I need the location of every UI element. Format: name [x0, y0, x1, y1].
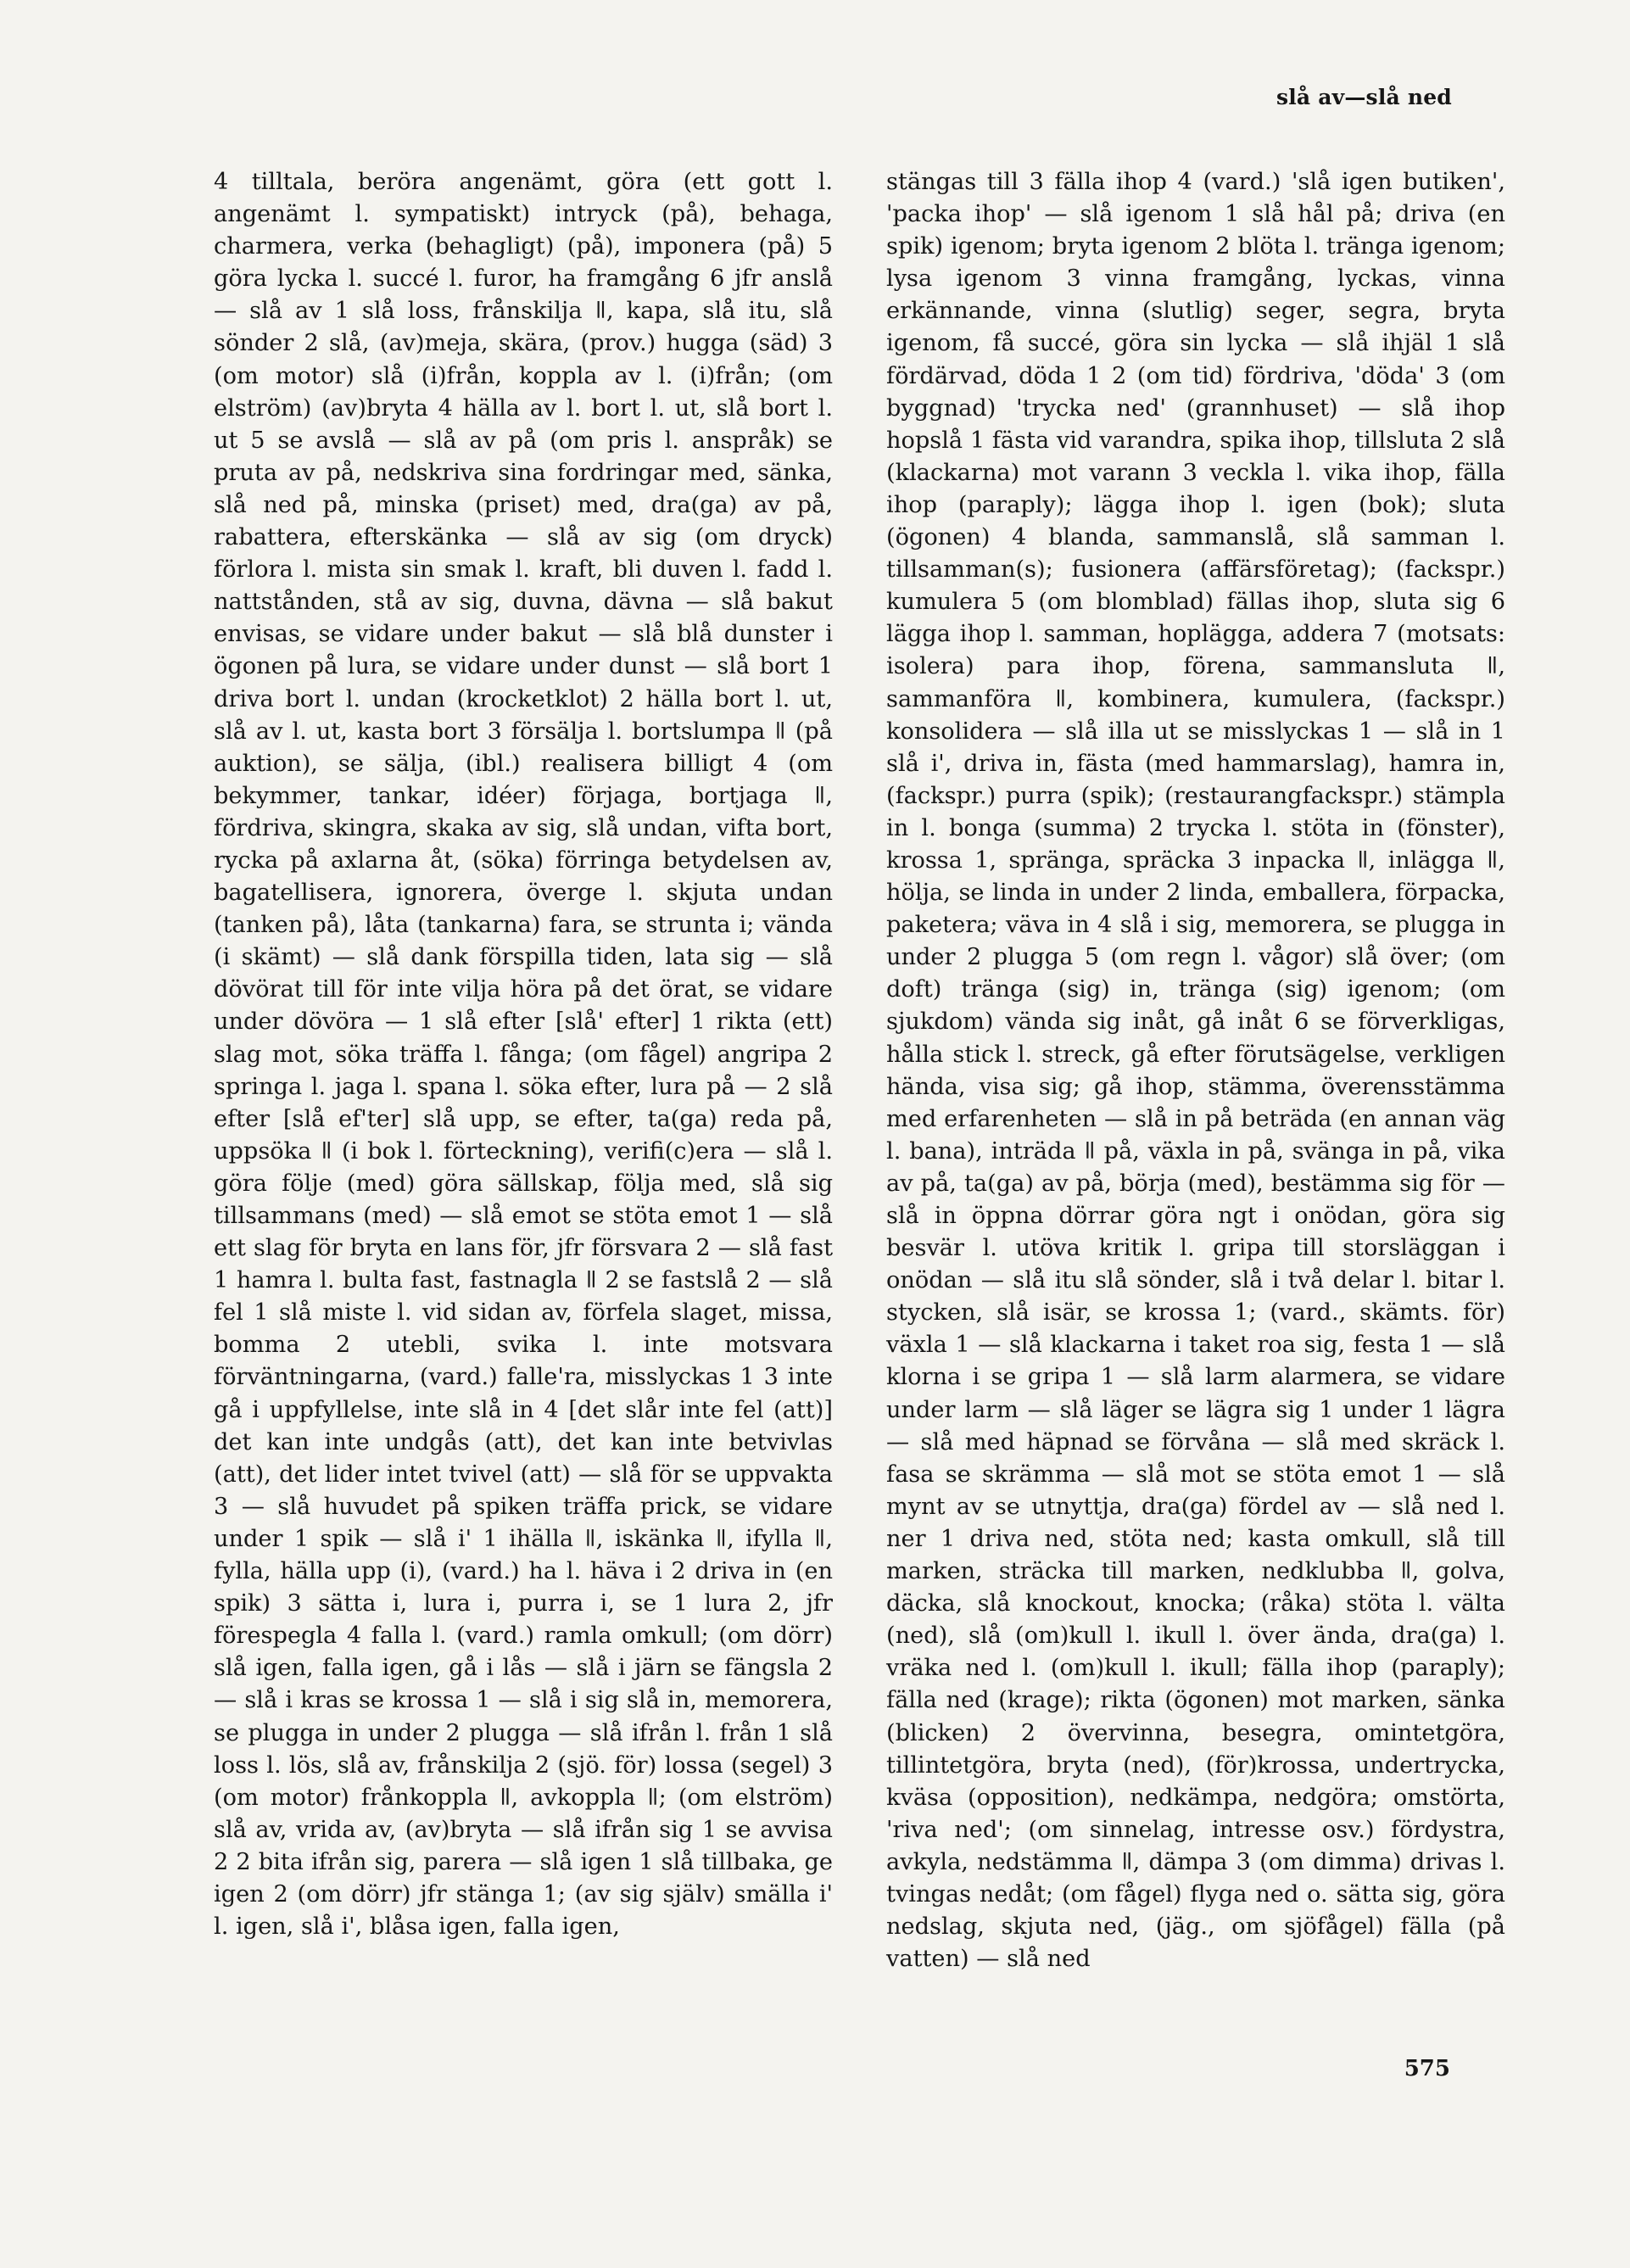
- left-column: [214, 166, 833, 1943]
- running-head: slå av—slå ned: [1276, 85, 1452, 109]
- page-number: 575: [1404, 2056, 1450, 2081]
- left-column-text: 4 tilltala, beröra angenämt, göra (ett gott l. angenämt l. sympatiskt) intryck (på), behaga, charmera, verka (behagligt) (på), imponera (på) 5 göra lycka l. succé l. furor, ha framgång 6 jfr anslå — slå av 1 slå loss, frånskilja ǁ, kapa, slå itu, slå sönder 2 slå, (av)meja, skära, (prov.) hugga (säd) 3 (om motor) slå (i)från, koppla av l. (i)från; (om elström) (av)bryta 4 hälla av l. bort l. ut, slå bort l. ut 5 se avslå — slå av på (om pris l. anspråk) se pruta av på, nedskriva sina fordringar med, sänka, slå ned på, minska (priset) med, dra(ga) av på, rabattera, efterskänka — slå av sig (om dryck) förlora l. mista sin smak l. kraft, bli duven l. fadd l. nattstånden, stå av sig, duvna, dävna — slå bakut envisas, se vidare under bakut — slå blå dunster i ögonen på lura, se vidare under dunst — slå bort 1 driva bort l. undan (krocketklot) 2 hälla bort l. ut, slå av l. ut, kasta bort 3 försälja l. bortslumpa ǁ (på auktion), se sälja, (ibl.) realisera billigt 4 (om bekymmer, tankar, idéer) förjaga, bortjaga ǁ, fördriva, skingra, skaka av sig, slå undan, vifta bort, rycka på axlarna åt, (söka) förringa betydelsen av, bagatellisera, ignorera, överge l. skjuta undan (tanken på), låta (tankarna) fara, se strunta i; vända (i skämt) — slå dank förspilla tiden, lata sig — slå dövörat till för inte vilja höra på det örat, se vidare under dövöra — 1 slå efter [slå' efter] 1 rikta (ett) slag mot, söka träffa l. fånga; (om fågel) angripa 2 springa l. jaga l. spana l. söka efter, lura på — 2 slå efter [slå ef'ter] slå upp, se efter, ta(ga) reda på, uppsöka ǁ (i bok l. förteckning), verifi(c)era — slå l. göra följe (med) göra sällskap, följa med, slå sig tillsammans (med) — slå emot se stöta emot 1 — slå ett slag för bryta en lans för, jfr försvara 2 — slå fast 1 hamra l. bulta fast, fastnagla ǁ 2 se fastslå 2 — slå fel 1 slå miste l. vid sidan av, förfela slaget, missa, bomma 2 utebli, svika l. inte motsvara förväntningarna, (vard.) falle'ra, misslyckas 1 3 inte gå i uppfyllelse, inte slå in 4 [det slår inte fel (att)] det kan inte undgås (att), det kan inte betvivlas (att), det lider intet tvivel (att) — slå för se uppvakta 3 — slå huvudet på spiken träffa prick, se vidare under 1 spik — slå i' 1 ihälla ǁ, iskänka ǁ, ifylla ǁ, fylla, hälla upp (i), (vard.) ha l. häva i 2 driva in (en spik) 3 sätta i, lura i, purra i, se 1 lura 2, jfr förespegla 4 falla l. (vard.) ramla omkull; (om dörr) slå igen, falla igen, gå i lås — slå i järn se fängsla 2 — slå i kras se krossa 1 — slå i sig slå in, memorera, se plugga in under 2 plugga — slå ifrån l. från 1 slå loss l. lös, slå av, frånskilja 2 (sjö. för) lossa (segel) 3 (om motor) frånkoppla ǁ, avkoppla ǁ; (om elström) slå av, vrida av, (av)bryta — slå ifrån sig 1 se avvisa 2 2 bita ifrån sig, parera — slå igen 1 slå tillbaka, ge igen 2 (om dörr) jfr stänga 1; (av sig själv) smälla i' l. igen, slå i', blåsa igen, falla igen,: [214, 169, 833, 1941]
- right-column: [886, 166, 1505, 1975]
- right-column-text: stängas till 3 fälla ihop 4 (vard.) 'slå igen butiken', 'packa ihop' — slå igenom 1 slå hål på; driva (en spik) igenom; bryta igenom 2 blöta l. tränga igenom; lysa igenom 3 vinna framgång, lyckas, vinna erkännande, vinna (slutlig) seger, segra, bryta igenom, få succé, göra sin lycka — slå ihjäl 1 slå fördärvad, döda 1 2 (om tid) fördriva, 'döda' 3 (om byggnad) 'trycka ned' (grannhuset) — slå ihop hopslå 1 fästa vid varandra, spika ihop, tillsluta 2 slå (klackarna) mot varann 3 veckla l. vika ihop, fälla ihop (paraply); lägga ihop l. igen (bok); sluta (ögonen) 4 blanda, sammanslå, slå samman l. tillsamman(s); fusionera (affärsföretag); (fackspr.) kumulera 5 (om blomblad) fällas ihop, sluta sig 6 lägga ihop l. samman, hoplägga, addera 7 (motsats: isolera) para ihop, förena, sammansluta ǁ, sammanföra ǁ, kombinera, kumulera, (fackspr.) konsolidera — slå illa ut se misslyckas 1 — slå in 1 slå i', driva in, fästa (med hammarslag), hamra in, (fackspr.) purra (spik); (restaurangfackspr.) stämpla in l. bonga (summa) 2 trycka l. stöta in (fönster), krossa 1, spränga, spräcka 3 inpacka ǁ, inlägga ǁ, hölja, se linda in under 2 linda, emballera, förpacka, paketera; väva in 4 slå i sig, memorera, se plugga in under 2 plugga 5 (om regn l. vågor) slå över; (om doft) tränga (sig) in, tränga (sig) igenom; (om sjukdom) vända sig inåt, gå inåt 6 se förverkligas, hålla stick l. streck, gå efter förutsägelse, verkligen hända, visa sig; gå ihop, stämma, överensstämma med erfarenheten — slå in på beträda (en annan väg l. bana), inträda ǁ på, växla in på, svänga in på, vika av på, ta(ga) av på, börja (med), bestämma sig för — slå in öppna dörrar göra ngt i onödan, göra sig besvär l. utöva kritik l. gripa till storsläggan i onödan — slå itu slå sönder, slå i två delar l. bitar l. stycken, slå isär, se krossa 1; (vard., skämts. för) växla 1 — slå klackarna i taket roa sig, festa 1 — slå klorna i se gripa 1 — slå larm alarmera, se vidare under larm — slå läger se lägra sig 1 under 1 lägra — slå med häpnad se förvåna — slå med skräck l. fasa se skrämma — slå mot se stöta emot 1 — slå mynt av se utnyttja, dra(ga) fördel av — slå ned l. ner 1 driva ned, stöta ned; kasta omkull, slå till marken, sträcka till marken, nedklubba ǁ, golva, däcka, slå knockout, knocka; (råka) stöta l. välta (ned), slå (om)kull l. ikull l. över ända, dra(ga) l. vräka ned l. (om)kull l. ikull; fälla ihop (paraply); fälla ned (krage); rikta (ögonen) mot marken, sänka (blicken) 2 övervinna, besegra, omintetgöra, tillintetgöra, bryta (ned), (för)krossa, undertrycka, kväsa (opposition), nedkämpa, nedgöra; omstörta, 'riva ned'; (om sinnelag, intresse osv.) fördystra, avkyla, nedstämma ǁ, dämpa 3 (om dimma) drivas l. tvingas nedåt; (om fågel) flyga ned o. sätta sig, göra nedslag, skjuta ned, (jäg., om sjöfågel) fälla (på vatten) — slå ned: [886, 169, 1505, 1973]
